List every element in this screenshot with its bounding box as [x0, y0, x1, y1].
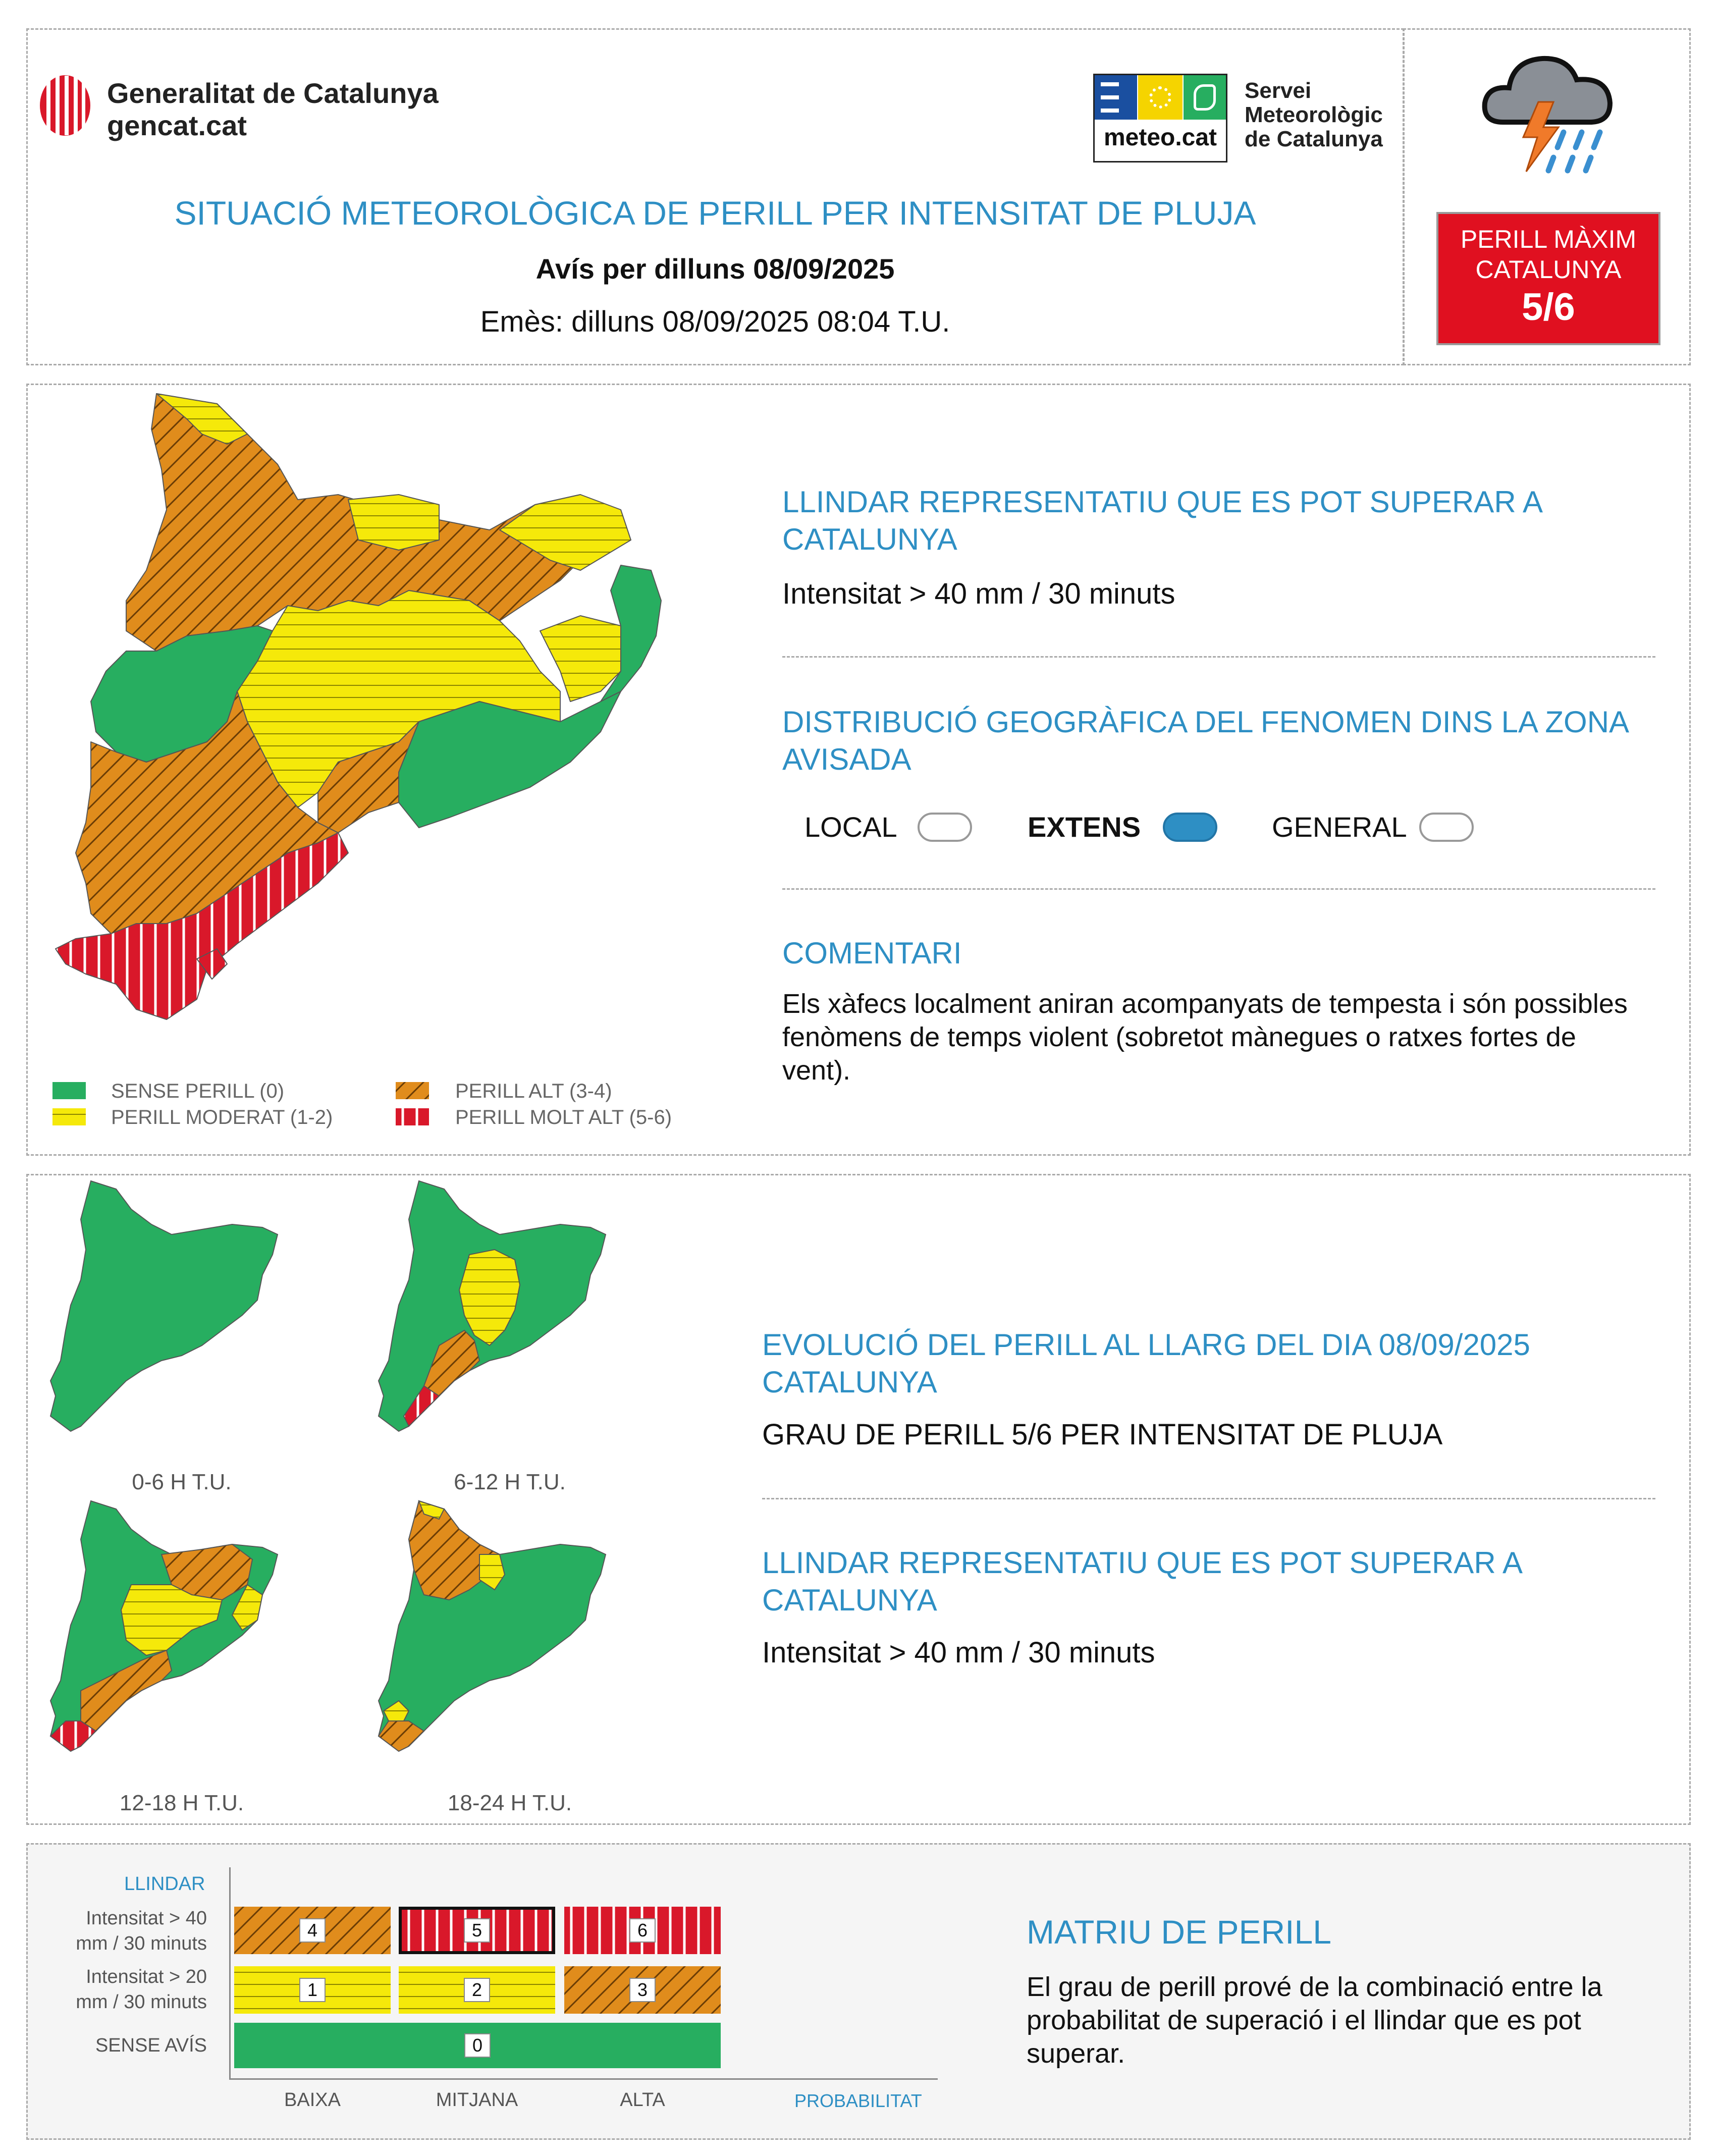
legend-label-orange: PERILL ALT (3-4) — [455, 1080, 612, 1102]
matrix-heading: MATRIU DE PERILL — [1027, 1913, 1331, 1951]
gencat-web: gencat.cat — [107, 110, 247, 141]
map-icon — [1194, 84, 1216, 111]
max-danger-badge — [1436, 212, 1660, 345]
matrix-row-label-1: Intensitat > 40 mm / 30 minuts — [76, 1908, 207, 1954]
issued-date: Emès: dilluns 08/09/2025 08:04 T.U. — [480, 305, 950, 338]
evolution-label-6-12: 6-12 H T.U. — [454, 1470, 566, 1494]
option-local-toggle[interactable] — [918, 813, 972, 842]
evolution-label-12-18: 12-18 H T.U. — [119, 1791, 244, 1815]
option-general-toggle[interactable] — [1419, 813, 1474, 842]
legend-label-yellow: PERILL MODERAT (1-2) — [111, 1106, 333, 1128]
legend-swatch-orange — [396, 1082, 429, 1099]
evolution-map-0-6 — [40, 1179, 323, 1462]
matrix-x-title: PROBABILITAT — [794, 2090, 922, 2111]
legend-swatch-red — [396, 1108, 429, 1125]
matrix-cell-6: 6 — [564, 1907, 721, 1954]
smc-line3: de Catalunya — [1245, 127, 1383, 151]
separator — [762, 1498, 1655, 1499]
matrix-cell-1: 1 — [234, 1966, 391, 2014]
badge-line2: CATALUNYA — [1475, 255, 1622, 284]
matrix-row-label-3: SENSE AVÍS — [95, 2035, 207, 2056]
matrix-x-axis — [229, 2078, 938, 2080]
legend-label-red: PERILL MOLT ALT (5-6) — [455, 1106, 672, 1128]
evolution-map-18-24 — [368, 1499, 651, 1782]
option-general-label: GENERAL — [1272, 811, 1407, 843]
option-extens-label: EXTENS — [1028, 811, 1141, 843]
matrix-cell-3: 3 — [564, 1966, 721, 2014]
threshold-value: Intensitat > 40 mm / 30 minuts — [782, 577, 1175, 610]
comment-heading: COMENTARI — [782, 936, 962, 970]
separator — [782, 888, 1655, 890]
legend-swatch-yellow — [52, 1108, 86, 1125]
smc-line1: Servei — [1245, 78, 1312, 103]
meteocat-text: meteo.cat — [1103, 124, 1217, 151]
matrix-row-label-2: Intensitat > 20 mm / 30 minuts — [76, 1966, 207, 2013]
matrix-y-title: LLINDAR — [124, 1873, 205, 1895]
matrix-y-axis — [229, 1867, 231, 2079]
legend-swatch-green — [52, 1082, 86, 1099]
threshold-heading: LLINDAR REPRESENTATIU QUE ES POT SUPERAR A CATALUNYA — [782, 485, 1541, 556]
matrix-col-mitjana: MITJANA — [436, 2089, 518, 2111]
evolution-map-12-18 — [40, 1499, 323, 1782]
option-local-label: LOCAL — [804, 811, 897, 843]
main-map — [35, 389, 712, 1055]
thunderstorm-rain-icon — [1478, 46, 1619, 178]
smc-line2: Meteorològic — [1245, 102, 1383, 127]
evolution-threshold-value: Intensitat > 40 mm / 30 minuts — [762, 1636, 1155, 1669]
evolution-label-18-24: 18-24 H T.U. — [447, 1791, 572, 1815]
matrix-cell-4: 4 — [234, 1907, 391, 1954]
matrix-text: El grau de perill prové de la combinació entre la probabilitat de superació i el llindar que es pot superar. — [1027, 1972, 1602, 2069]
evolution-heading: EVOLUCIÓ DEL PERILL AL LLARG DEL DIA 08/09/2025 CATALUNYA — [762, 1328, 1530, 1399]
comment-text: Els xàfecs localment aniran acompanyats de tempesta i són possibles fenòmens de temps violent (sobretot mànegues o ratxes fortes de vent). — [782, 989, 1628, 1086]
legend-label-green: SENSE PERILL (0) — [111, 1080, 285, 1102]
badge-level: 5/6 — [1522, 286, 1575, 329]
page-title: SITUACIÓ METEOROLÒGICA DE PERILL PER INTENSITAT DE PLUJA — [174, 194, 1256, 232]
matrix-col-alta: ALTA — [620, 2089, 665, 2111]
evolution-map-6-12 — [368, 1179, 651, 1462]
separator — [782, 656, 1655, 658]
meteocat-logo[interactable] — [1093, 74, 1227, 163]
evolution-threshold-heading: LLINDAR REPRESENTATIU QUE ES POT SUPERAR A CATALUNYA — [762, 1546, 1521, 1617]
option-extens-toggle[interactable] — [1163, 813, 1217, 842]
evolution-grade: GRAU DE PERILL 5/6 PER INTENSITAT DE PLUJA — [762, 1418, 1443, 1451]
matrix-cell-0: 0 — [234, 2023, 721, 2068]
badge-line1: PERILL MÀXIM — [1460, 225, 1637, 253]
evolution-label-0-6: 0-6 H T.U. — [132, 1470, 232, 1494]
matrix-cell-2: 2 — [399, 1966, 555, 2014]
gencat-name: Generalitat de Catalunya — [107, 77, 439, 109]
sun-icon — [1149, 86, 1171, 109]
matrix-col-baixa: BAIXA — [284, 2089, 341, 2111]
warning-date: Avís per dilluns 08/09/2025 — [535, 253, 895, 285]
distribution-heading: DISTRIBUCIÓ GEOGRÀFICA DEL FENOMEN DINS LA ZONA AVISADA — [782, 705, 1628, 776]
gencat-logo[interactable] — [37, 73, 98, 138]
matrix-cell-5-selected: 5 — [399, 1907, 555, 1954]
